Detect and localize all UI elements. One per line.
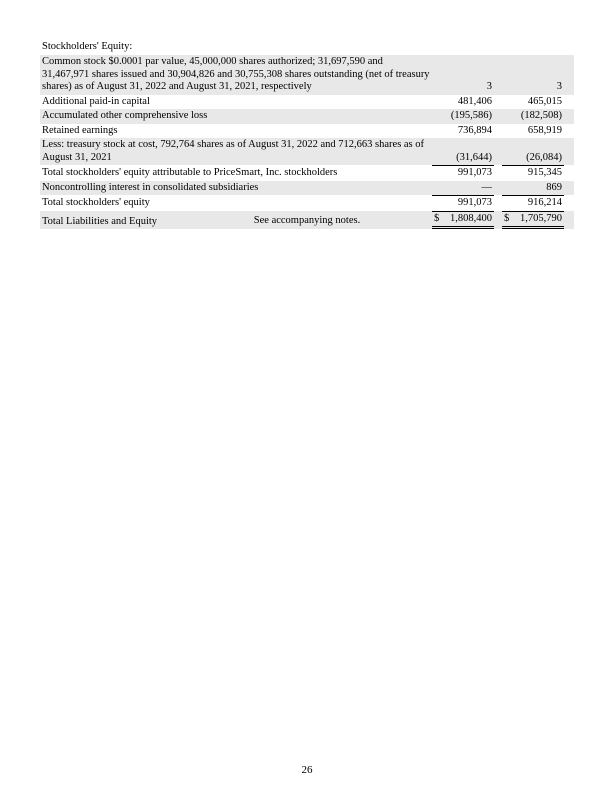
- value-2022: 481,406: [457, 95, 492, 107]
- table-row: [40, 124, 574, 139]
- value-2022: 3: [486, 81, 492, 92]
- table-row: [40, 95, 574, 110]
- value-2021: 869: [546, 181, 562, 193]
- value-2022: (31,644): [456, 151, 492, 163]
- value-2021: 916,214: [527, 197, 562, 208]
- currency-symbol: $: [434, 212, 440, 224]
- value-2022: 736,894: [457, 124, 492, 136]
- value-2022: 991,073: [457, 167, 492, 178]
- row-label: Common stock $0.0001 par value, 45,000,000 shares authorized; 31,697,590 and 31,467,971 shares issued and 30,904,826 and 30,755,308 shares outstanding (net of treasury shares) as of August 31, 2022 and August 31, 2021, respectively: [42, 56, 430, 92]
- value-2021: (26,084): [526, 151, 562, 163]
- table-row: [40, 195, 574, 211]
- table-row: [40, 55, 574, 95]
- value-2022: 991,073: [457, 197, 492, 208]
- total-label: Total Liabilities and Equity: [42, 215, 158, 227]
- page-number: 26: [301, 764, 313, 776]
- table-row: [40, 109, 574, 124]
- value-2021: 658,919: [527, 124, 562, 136]
- table-row: [40, 181, 574, 196]
- value-2021: 915,345: [527, 167, 562, 178]
- row-label: Accumulated other comprehensive loss: [42, 110, 208, 121]
- row-label: Total stockholders' equity attributable to PriceSmart, Inc. stockholders: [42, 167, 338, 178]
- value-2021: 465,015: [527, 95, 562, 107]
- total-2022: 1,808,400: [450, 212, 492, 224]
- total-2021: 1,705,790: [520, 212, 562, 224]
- accompanying-notes: See accompanying notes.: [253, 215, 361, 226]
- section-header: Stockholders' Equity:: [42, 41, 133, 52]
- row-label: Total stockholders' equity: [42, 197, 150, 208]
- currency-symbol: $: [504, 212, 510, 224]
- table-row: [40, 138, 574, 165]
- row-label: Retained earnings: [42, 124, 118, 136]
- value-2022: (195,586): [450, 110, 492, 121]
- section-header-row: [40, 40, 574, 55]
- value-2022: —: [481, 181, 492, 193]
- value-2021: (182,508): [520, 110, 562, 121]
- row-label: Additional paid-in capital: [42, 95, 150, 107]
- balance-sheet-table: [40, 40, 574, 229]
- row-label: Less: treasury stock at cost, 792,764 shares as of August 31, 2022 and 712,663 shares as of August 31, 2021: [42, 139, 425, 163]
- row-label: Noncontrolling interest in consolidated subsidiaries: [42, 181, 259, 193]
- value-2021: 3: [556, 81, 562, 92]
- table-row: [40, 165, 574, 181]
